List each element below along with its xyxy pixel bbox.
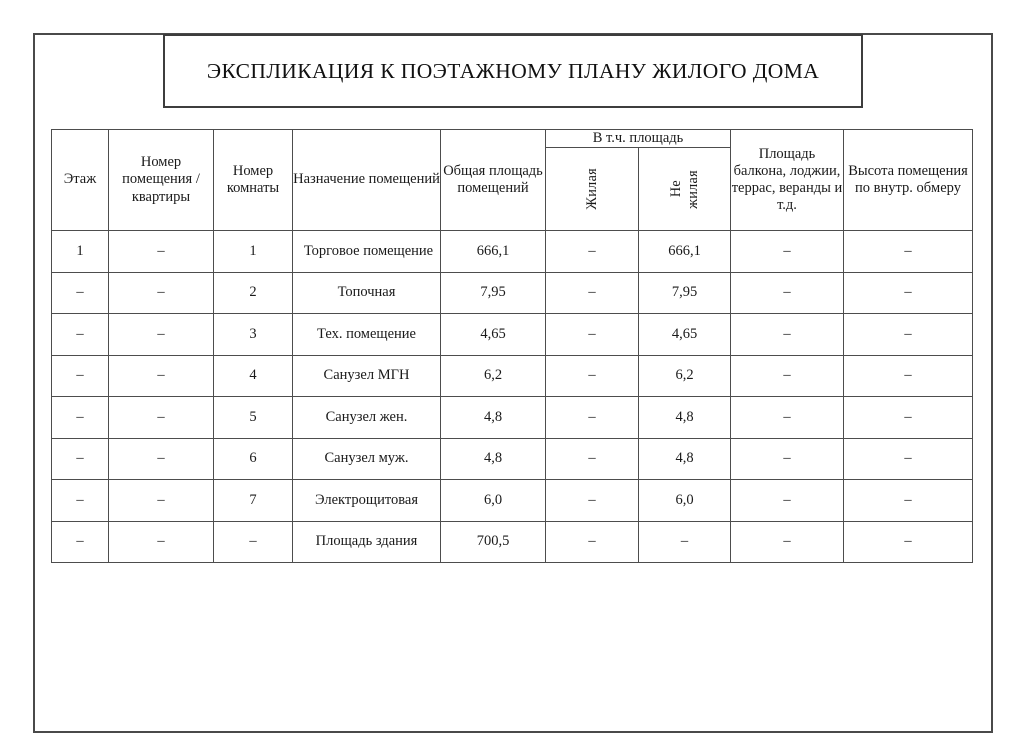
cell-balcony-area: –: [731, 272, 844, 314]
cell-purpose: Санузел МГН: [293, 355, 441, 397]
explication-table: [51, 129, 973, 563]
cell-balcony-area: –: [731, 438, 844, 480]
table-row: [52, 231, 973, 273]
table-row: [52, 272, 973, 314]
cell-height: –: [844, 521, 973, 563]
header-row-main: [52, 130, 973, 148]
table-row: [52, 397, 973, 439]
title-box: [163, 34, 863, 108]
cell-non-living-area: 7,95: [639, 272, 731, 314]
cell-height: –: [844, 438, 973, 480]
cell-non-living-area: 4,65: [639, 314, 731, 356]
cell-living-area: –: [546, 314, 639, 356]
cell-non-living-area: 666,1: [639, 231, 731, 273]
cell-floor: –: [52, 355, 109, 397]
cell-non-living-area: 4,8: [639, 397, 731, 439]
header-living-area: [546, 148, 639, 231]
cell-floor: –: [52, 521, 109, 563]
cell-height: –: [844, 397, 973, 439]
table-row: [52, 438, 973, 480]
cell-height: –: [844, 480, 973, 522]
explication-table-wrapper: [51, 129, 972, 617]
cell-living-area: –: [546, 355, 639, 397]
header-living-area-label: Жилая: [583, 168, 600, 210]
cell-room-number: 2: [214, 272, 293, 314]
cell-living-area: –: [546, 272, 639, 314]
cell-total-area: 4,8: [441, 397, 546, 439]
cell-height: –: [844, 355, 973, 397]
cell-premise-number: –: [109, 480, 214, 522]
cell-balcony-area: –: [731, 355, 844, 397]
cell-balcony-area: –: [731, 397, 844, 439]
table-row: [52, 521, 973, 563]
header-balcony-area: Площадь балкона, лоджии, террас, веранды и т.д.: [731, 130, 844, 231]
cell-balcony-area: –: [731, 231, 844, 273]
cell-non-living-area: 4,8: [639, 438, 731, 480]
cell-room-number: 3: [214, 314, 293, 356]
cell-living-area: –: [546, 438, 639, 480]
cell-purpose: Топочная: [293, 272, 441, 314]
header-non-living-area-label-line2: жилая: [684, 169, 701, 209]
cell-living-area: –: [546, 231, 639, 273]
cell-purpose: Торговое помещение: [295, 231, 443, 273]
cell-purpose: Площадь здания: [293, 521, 441, 563]
cell-total-area: 7,95: [441, 272, 546, 314]
header-including-area: В т.ч. площадь: [546, 130, 731, 148]
cell-floor: –: [52, 480, 109, 522]
header-non-living-area-label-line1: Не: [668, 180, 685, 198]
header-premise-number: Номер помещения /квартиры: [109, 130, 214, 231]
header-room-number: Номер комнаты: [214, 130, 293, 231]
header-purpose: Назначение помещений: [293, 130, 441, 231]
cell-premise-number: –: [109, 272, 214, 314]
cell-living-area: –: [546, 480, 639, 522]
cell-non-living-area: 6,0: [639, 480, 731, 522]
cell-floor: –: [52, 438, 109, 480]
cell-premise-number: –: [109, 438, 214, 480]
cell-premise-number: –: [109, 521, 214, 563]
table-row: [52, 314, 973, 356]
cell-total-area: 666,1: [441, 231, 546, 273]
cell-premise-number: –: [109, 231, 214, 273]
header-total-area: Общая площадь помещений: [441, 130, 546, 231]
cell-living-area: –: [546, 397, 639, 439]
cell-height: –: [844, 272, 973, 314]
cell-premise-number: –: [109, 314, 214, 356]
cell-living-area: –: [546, 521, 639, 563]
table-body: [52, 231, 973, 563]
cell-purpose: Санузел муж.: [293, 438, 441, 480]
cell-purpose: Электрощитовая: [293, 480, 441, 522]
cell-floor: 1: [52, 231, 109, 273]
header-non-living-area: [639, 148, 731, 231]
cell-non-living-area: –: [639, 521, 731, 563]
cell-balcony-area: –: [731, 314, 844, 356]
cell-room-number: 6: [214, 438, 293, 480]
cell-premise-number: –: [109, 397, 214, 439]
cell-floor: –: [52, 397, 109, 439]
cell-total-area: 4,65: [441, 314, 546, 356]
cell-total-area: 6,0: [441, 480, 546, 522]
page-title: ЭКСПЛИКАЦИЯ К ПОЭТАЖНОМУ ПЛАНУ ЖИЛОГО ДОМА: [206, 58, 820, 83]
table-row: [52, 355, 973, 397]
cell-premise-number: –: [109, 355, 214, 397]
cell-floor: –: [52, 314, 109, 356]
cell-total-area: 6,2: [441, 355, 546, 397]
header-height: Высота помещения по внутр. обмеру: [844, 130, 973, 231]
cell-room-number: 4: [214, 355, 293, 397]
header-floor: Этаж: [52, 130, 109, 231]
cell-room-number: –: [214, 521, 293, 563]
cell-room-number: 7: [214, 480, 293, 522]
cell-balcony-area: –: [731, 480, 844, 522]
cell-height: –: [844, 231, 973, 273]
cell-total-area: 4,8: [441, 438, 546, 480]
cell-non-living-area: 6,2: [639, 355, 731, 397]
cell-room-number: 5: [214, 397, 293, 439]
cell-purpose: Санузел жен.: [293, 397, 441, 439]
cell-balcony-area: –: [731, 521, 844, 563]
cell-room-number: 1: [214, 231, 293, 273]
cell-height: –: [844, 314, 973, 356]
table-header: [52, 130, 973, 231]
cell-purpose: Тех. помещение: [293, 314, 441, 356]
table-row: [52, 480, 973, 522]
cell-total-area: 700,5: [441, 521, 546, 563]
cell-floor: –: [52, 272, 109, 314]
